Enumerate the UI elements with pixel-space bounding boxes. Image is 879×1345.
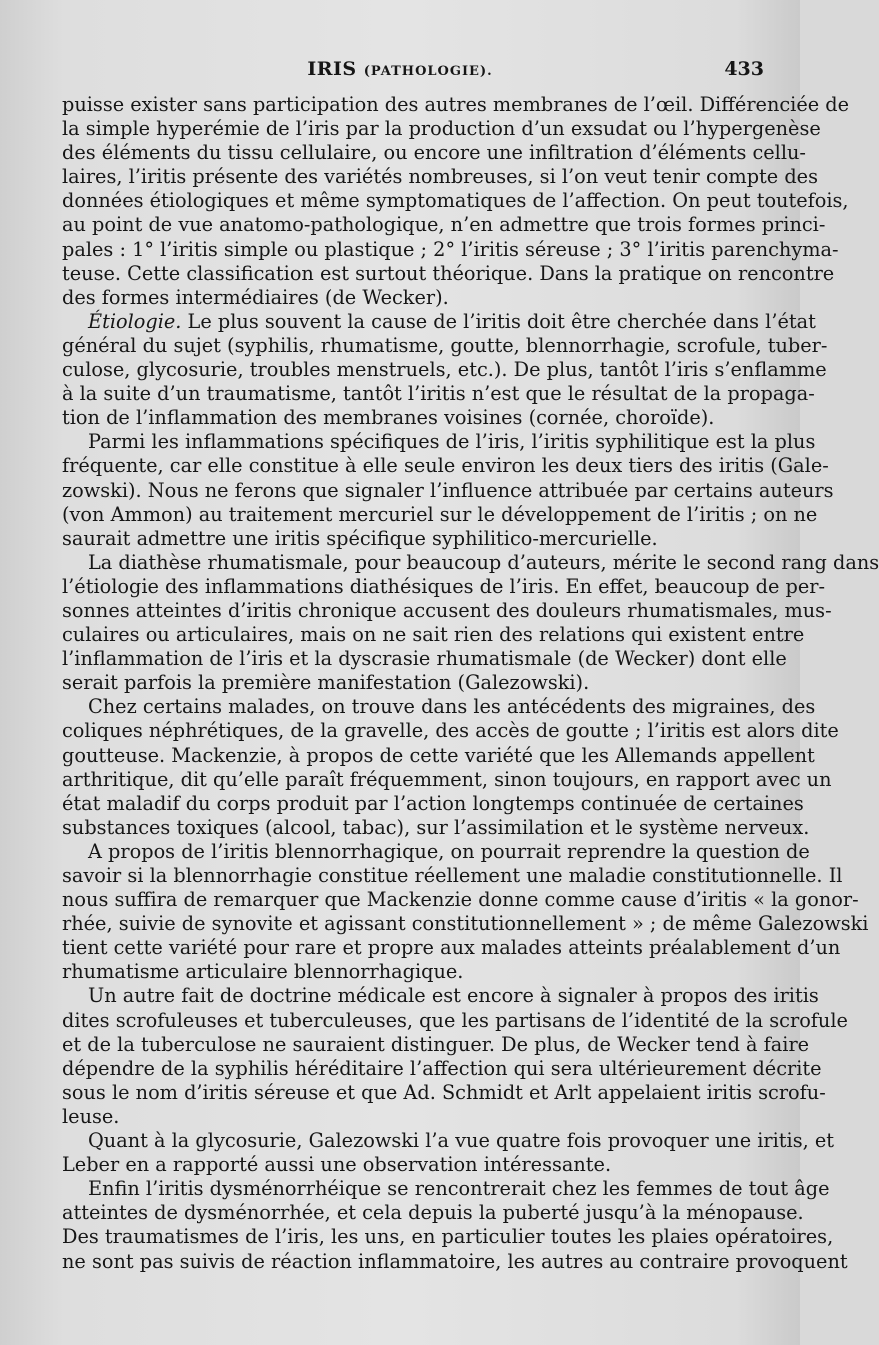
body-text [62, 93, 879, 1274]
running-head [0, 58, 800, 86]
text-line: données étiologiques et même symptomatiques de l’affection. On peut toutefois, [62, 189, 849, 213]
text-line: ne sont pas suivis de réaction inflammatoire, les autres au contraire provoquent [62, 1249, 848, 1273]
text-line: dites scrofuleuses et tuberculeuses, que les partisans de l’identité de la scrofule [62, 1008, 848, 1032]
text-line: puisse exister sans participation des autres membranes de l’œil. Différenciée de [62, 93, 850, 116]
text-line: dépendre de la syphilis héréditaire l’affection qui sera ultérieurement décrite [62, 1056, 822, 1080]
text-line: serait parfois la première manifestation (Galezowski). [62, 671, 590, 695]
text-line: Un autre fait de doctrine médicale est encore à signaler à propos des iritis [88, 984, 819, 1008]
text-line: et de la tuberculose ne sauraient distinguer. De plus, de Wecker tend à faire [62, 1032, 810, 1056]
text-line: tient cette variété pour rare et propre aux malades atteints préalablement d’un [62, 936, 841, 960]
text-line: Chez certains malades, on trouve dans les antécédents des migraines, des [88, 695, 816, 719]
text-line: arthritique, dit qu’elle paraît fréquemment, sinon toujours, en rapport avec un [62, 767, 832, 791]
text-line: laires, l’iritis présente des variétés nombreuses, si l’on veut tenir compte des [62, 165, 818, 189]
text-line: culose, glycosurie, troubles menstruels, etc.). De plus, tantôt l’iris s’enflamme [62, 358, 827, 382]
text-line: l’inflammation de l’iris et la dyscrasie rhumatismale (de Wecker) dont elle [62, 647, 787, 671]
text-line: des formes intermédiaires (de Wecker). [62, 285, 449, 309]
running-title-sub: (PATHOLOGIE). [363, 64, 493, 79]
text-line: (von Ammon) au traitement mercuriel sur le développement de l’iritis ; on ne [62, 502, 818, 526]
text-line: substances toxiques (alcool, tabac), sur l’assimilation et le système nerveux. [62, 815, 810, 839]
text-line: rhée, suivie de synovite et agissant constitutionnellement » ; de même Galezowski [62, 912, 869, 936]
text-line: Des traumatismes de l’iris, les uns, en particulier toutes les plaies opératoires, [62, 1225, 834, 1249]
text-line: nous suffira de remarquer que Mackenzie donne comme cause d’iritis « la gonor- [62, 888, 859, 912]
text-line: au point de vue anatomo-pathologique, n’en admettre que trois formes princi- [62, 213, 826, 237]
text-line: culaires ou articulaires, mais on ne sait rien des relations qui existent entre [62, 623, 805, 647]
text-line: Leber en a rapporté aussi une observation intéressante. [62, 1153, 612, 1177]
running-title [0, 58, 800, 80]
text-line: pales : 1° l’iritis simple ou plastique ; 2° l’iritis séreuse ; 3° l’iritis parenchyma- [62, 237, 839, 261]
text-line: sonnes atteintes d’iritis chronique accusent des douleurs rhumatismales, mus- [62, 598, 832, 622]
text-line: teuse. Cette classification est surtout théorique. Dans la pratique on rencontre [62, 261, 835, 285]
text-line: la simple hyperémie de l’iris par la production d’un exsudat ou l’hypergenèse [62, 117, 821, 141]
text-line: saurait admettre une iritis spécifique syphilitico-mercurielle. [62, 526, 658, 550]
text-line: savoir si la blennorrhagie constitue réellement une maladie constitutionnelle. Il [62, 864, 843, 887]
text-line: Enfin l’iritis dysménorrhéique se rencontrerait chez les femmes de tout âge [88, 1177, 830, 1201]
text-line: rhumatisme articulaire blennorrhagique. [62, 960, 464, 984]
text-line: l’étiologie des inflammations diathésiques de l’iris. En effet, beaucoup de per- [62, 574, 825, 598]
text-line: Étiologie. Le plus souvent la cause de l’iritis doit être cherchée dans l’état [88, 309, 816, 333]
text-line: atteintes de dysménorrhée, et cela depuis la puberté jusqu’à la ménopause. [62, 1201, 804, 1225]
text-line: Parmi les inflammations spécifiques de l’iris, l’iritis syphilitique est la plus [88, 430, 816, 454]
text-line: des éléments du tissu cellulaire, ou encore une infiltration d’éléments cellu- [62, 141, 806, 165]
text-line: leuse. [62, 1104, 120, 1128]
text-line: La diathèse rhumatismale, pour beaucoup d’auteurs, mérite le second rang dans [88, 550, 879, 574]
text-line: état maladif du corps produit par l’action longtemps continuée de certaines [62, 791, 804, 815]
text-line: Quant à la glycosurie, Galezowski l’a vue quatre fois provoquer une iritis, et [88, 1129, 835, 1153]
text-line: sous le nom d’iritis séreuse et que Ad. Schmidt et Arlt appelaient iritis scrofu- [62, 1080, 826, 1104]
text-line: A propos de l’iritis blennorrhagique, on pourrait reprendre la question de [88, 839, 810, 863]
running-title-main: IRIS [307, 58, 357, 80]
text-line: tion de l’inflammation des membranes voisines (cornée, choroïde). [62, 406, 715, 430]
text-line: fréquente, car elle constitue à elle seule environ les deux tiers des iritis (Gale- [62, 454, 829, 478]
text-line: zowski). Nous ne ferons que signaler l’influence attribuée par certains auteurs [62, 478, 834, 502]
text-line: goutteuse. Mackenzie, à propos de cette variété que les Allemands appellent [62, 743, 815, 767]
text-line: général du sujet (syphilis, rhumatisme, goutte, blennorrhagie, scrofule, tuber- [62, 333, 828, 357]
section-heading: Étiologie. [88, 309, 182, 333]
text-line: coliques néphrétiques, de la gravelle, des accès de goutte ; l’iritis est alors dite [62, 719, 839, 743]
page-number: 433 [724, 58, 764, 80]
text-line: à la suite d’un traumatisme, tantôt l’iritis n’est que le résultat de la propaga- [62, 382, 815, 406]
